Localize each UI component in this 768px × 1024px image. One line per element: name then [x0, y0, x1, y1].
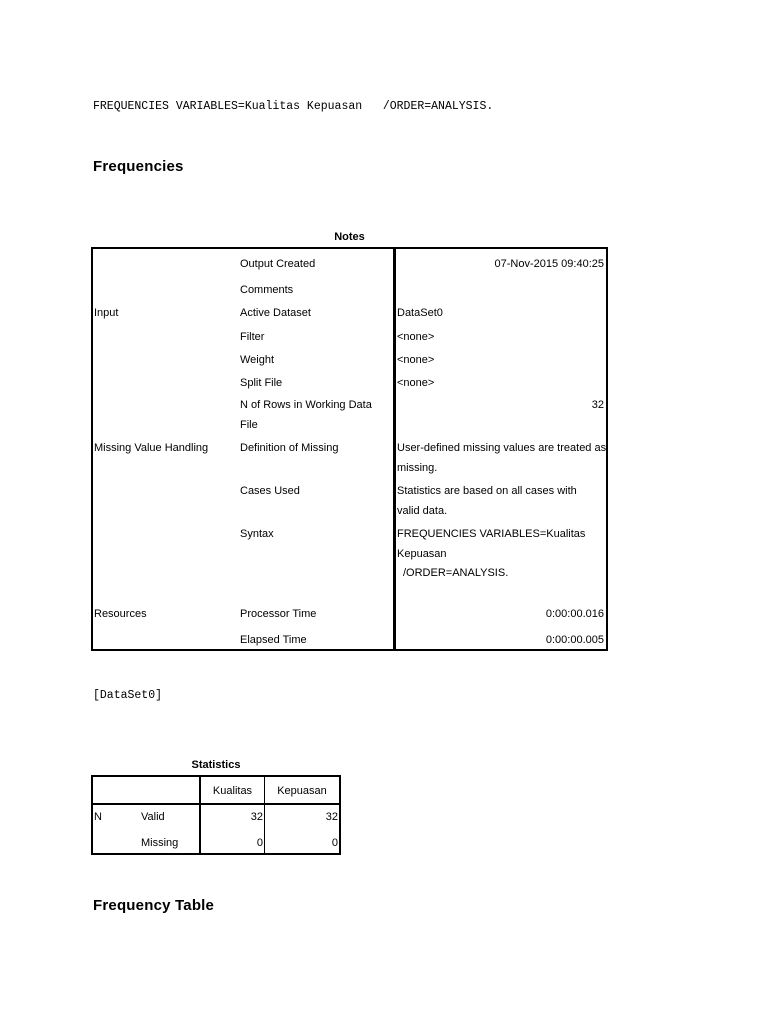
- notes-caption: Notes: [334, 231, 365, 243]
- comments-label: Comments: [240, 284, 294, 296]
- notes-divider: [393, 247, 396, 651]
- frequency-table-heading: Frequency Table: [93, 897, 215, 914]
- statistics-caption: Statistics: [191, 759, 241, 771]
- syntax-value-line1: FREQUENCIES VARIABLES=Kualitas Kepuasan: [397, 528, 586, 560]
- missing-kualitas-value: 0: [256, 837, 263, 849]
- syntax-header: FREQUENCIES VARIABLES=Kualitas Kepuasan /ORDER=ANALYSIS.: [93, 100, 494, 113]
- n-rows-label: N of Rows in Working Data File: [240, 399, 372, 431]
- statistics-header-rule: [91, 803, 341, 805]
- filter-value: <none>: [397, 331, 435, 343]
- output-created-label: Output Created: [240, 258, 316, 270]
- valid-kualitas-value: 32: [250, 811, 263, 823]
- split-file-value: <none>: [397, 377, 435, 389]
- elapsed-time-value: 0:00:00.005: [545, 634, 604, 646]
- output-created-value: 07-Nov-2015 09:40:25: [494, 258, 604, 270]
- definition-missing-value: User-defined missing values are treated as missing.: [397, 442, 607, 474]
- definition-missing-label: Definition of Missing: [240, 442, 339, 454]
- missing-kepuasan-value: 0: [331, 837, 338, 849]
- cases-used-label: Cases Used: [240, 485, 300, 497]
- col-kualitas-header: Kualitas: [212, 785, 253, 797]
- n-row-label: N: [94, 811, 102, 823]
- n-rows-value: 32: [591, 399, 604, 411]
- elapsed-time-label: Elapsed Time: [240, 634, 307, 646]
- active-dataset-label: Active Dataset: [240, 307, 311, 319]
- processor-time-label: Processor Time: [240, 608, 317, 620]
- processor-time-value: 0:00:00.016: [545, 608, 604, 620]
- cases-used-value: Statistics are based on all cases with valid data.: [397, 485, 577, 517]
- split-file-label: Split File: [240, 377, 283, 389]
- resources-label: Resources: [94, 608, 147, 620]
- dataset-tag: [DataSet0]: [93, 689, 163, 702]
- syntax-label: Syntax: [240, 528, 274, 540]
- syntax-value-line2: /ORDER=ANALYSIS.: [403, 567, 509, 579]
- col-kepuasan-header: Kepuasan: [277, 785, 327, 797]
- frequencies-heading: Frequencies: [93, 158, 184, 175]
- active-dataset-value: DataSet0: [397, 307, 443, 319]
- weight-value: <none>: [397, 354, 435, 366]
- weight-label: Weight: [240, 354, 275, 366]
- filter-label: Filter: [240, 331, 265, 343]
- input-label: Input: [94, 307, 119, 319]
- missing-handling-label: Missing Value Handling: [94, 442, 209, 454]
- valid-row-label: Valid: [141, 811, 165, 823]
- missing-row-label: Missing: [141, 837, 179, 849]
- valid-kepuasan-value: 32: [325, 811, 338, 823]
